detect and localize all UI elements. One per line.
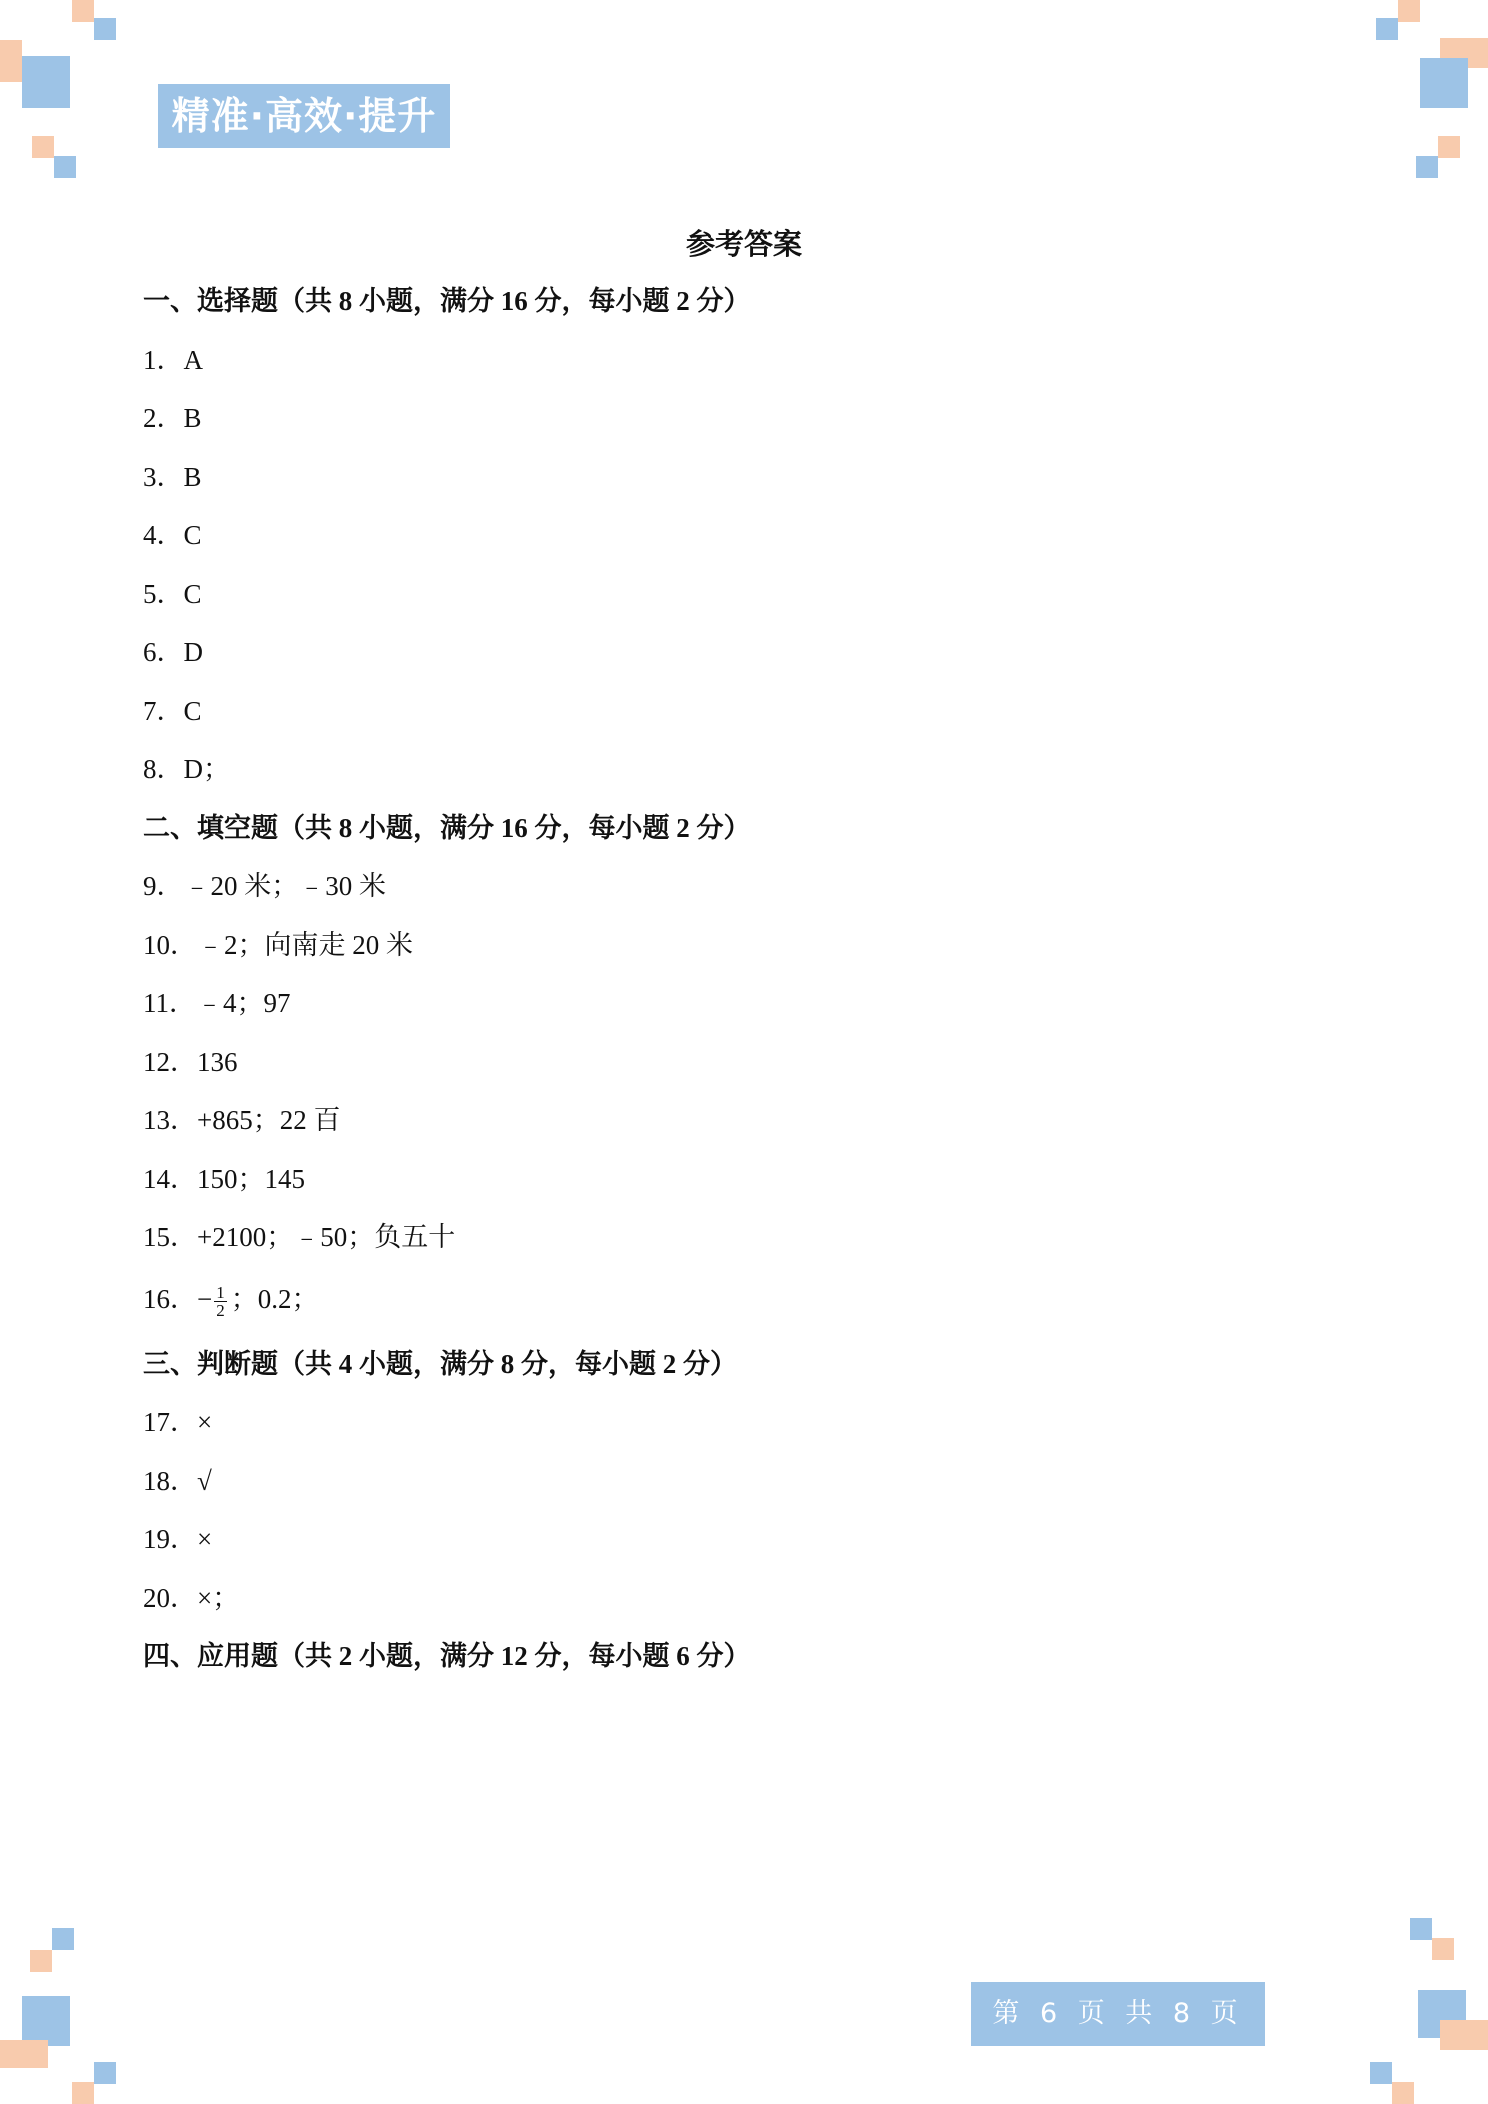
answer-line: 8．D； [143,754,230,784]
answer-line: 12．136 [143,1046,238,1077]
answer-line: 17．× [143,1407,213,1437]
section-heading: 三、判断题（共 4 小题，满分 8 分，每小题 2 分） [143,1348,737,1379]
fraction-numerator: 1 [216,1282,225,1302]
answer-line: 10．﹣2；向南走 20 米 [143,929,413,960]
answer-line: 5．C [143,578,202,609]
answer-line: 7．C [143,695,202,726]
answer-line: 9．﹣20 米；﹣30 米 [143,871,386,901]
answer-line: 14．150；145 [143,1163,305,1194]
answer-line: 2．B [143,403,202,433]
answer-line: 4．C [143,520,202,550]
answer-line: 19．× [143,1524,213,1554]
answer-line: 13．+865；22 百 [143,1105,341,1135]
answer-line: 1．A [143,344,203,375]
answer-line: 3．B [143,461,202,492]
fraction [214,1284,227,1319]
answer-line-16 [143,1273,1343,1341]
answer-line: 20．×； [143,1582,240,1613]
answer-list [143,278,1343,1692]
brand-banner: 精准·高效·提升 [158,84,450,148]
answer-line: 18．√ [143,1465,212,1496]
fraction-denominator: 2 [216,1300,225,1320]
answer-16-suffix: ；0.2； [230,1283,319,1314]
answer-16-prefix: 16．− [143,1283,213,1314]
section-heading: 二、填空题（共 8 小题，满分 16 分，每小题 2 分） [143,812,751,843]
page-title: 参考答案 [685,229,802,261]
section-heading: 一、选择题（共 8 小题，满分 16 分，每小题 2 分） [143,286,751,316]
answer-line: 15．+2100；﹣50；负五十 [143,1222,456,1252]
section-heading: 四、应用题（共 2 小题，满分 12 分，每小题 6 分） [143,1641,751,1671]
answer-line: 6．D [143,637,203,667]
page-number: 第 6 页 共 8 页 [971,1982,1265,2046]
answer-line: 11．﹣4；97 [143,988,291,1018]
